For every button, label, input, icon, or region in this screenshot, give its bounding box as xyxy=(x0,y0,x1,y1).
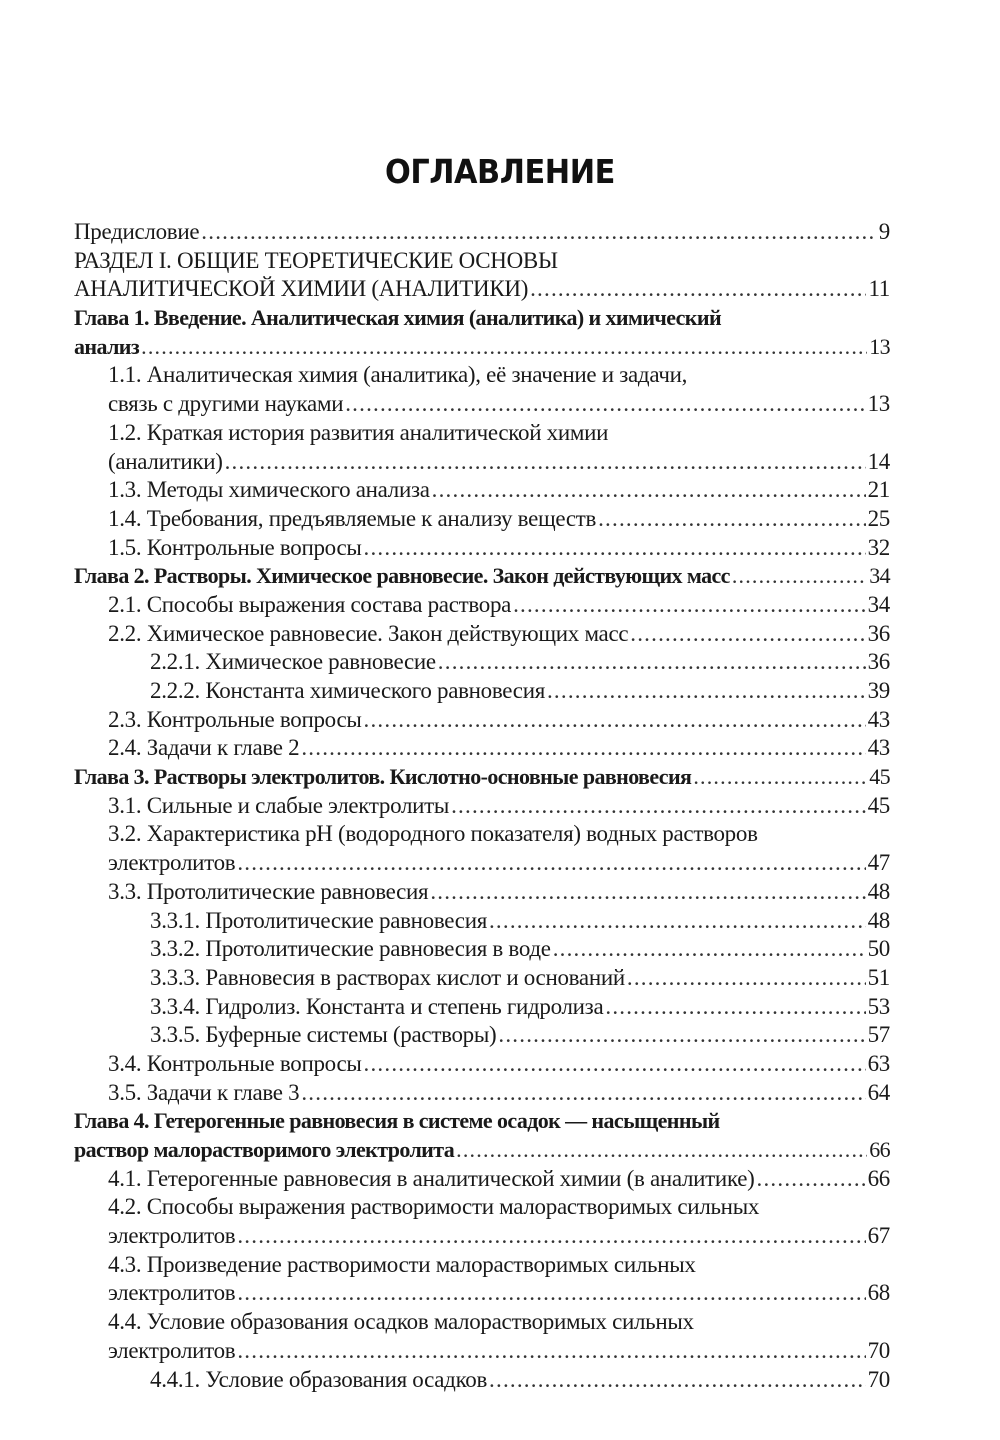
toc-entry-title: анализ xyxy=(74,333,140,359)
toc-entry[interactable] xyxy=(74,562,890,591)
toc-entry-title: 4.4. Условие образования осадков малорастворимых сильных xyxy=(108,1309,694,1335)
toc-entry[interactable] xyxy=(74,448,890,477)
toc-entry-page: 53 xyxy=(867,993,890,1019)
toc-entry-title: 4.4.1. Условие образования осадков xyxy=(150,1366,488,1392)
toc-entry-title: Глава 2. Растворы. Химическое равновесие. Закон действующих масс xyxy=(74,563,730,589)
toc-entry-title: 2.1. Способы выражения состава раствора xyxy=(108,591,512,617)
toc-entry-title: 3.5. Задачи к главе 3 xyxy=(108,1079,300,1105)
toc-entry-title: 2.3. Контрольные вопросы xyxy=(108,706,362,732)
toc-entry[interactable] xyxy=(74,505,890,534)
toc-entry-page: 25 xyxy=(867,505,890,531)
toc-entry-title: Глава 1. Введение. Аналитическая химия (аналитика) и химический xyxy=(74,305,722,331)
dot-leader xyxy=(630,620,865,649)
toc-entry-title: 3.3.3. Равновесия в растворах кислот и оснований xyxy=(150,964,625,990)
dot-leader xyxy=(627,964,866,993)
toc-entry-title: 1.1. Аналитическая химия (аналитика), её значение и задачи, xyxy=(108,362,688,388)
toc-entry-title: 1.4. Требования, предъявляемые к анализу веществ xyxy=(108,505,597,531)
toc-entry[interactable] xyxy=(74,763,890,792)
toc-entry-page: 39 xyxy=(867,678,890,703)
dot-leader xyxy=(693,763,867,792)
toc-entry-page: 43 xyxy=(867,706,890,732)
toc-entry-title: электролитов xyxy=(108,1223,236,1249)
dot-leader xyxy=(237,1279,865,1308)
toc-entry-title: 2.2.1. Химическое равновесие xyxy=(150,649,436,675)
toc-entry[interactable] xyxy=(74,820,890,849)
toc-entry-title: Глава 4. Гетерогенные равновесия в системе осадок — насыщенный xyxy=(74,1108,720,1134)
dot-leader xyxy=(430,878,865,907)
dot-leader xyxy=(364,534,866,563)
toc-entry[interactable] xyxy=(74,964,890,993)
toc-entry[interactable] xyxy=(74,1222,890,1251)
toc-entry-page: 68 xyxy=(867,1280,890,1306)
toc-entry-title: электролитов xyxy=(108,1337,236,1363)
dot-leader xyxy=(553,935,866,964)
dot-leader xyxy=(498,1021,865,1050)
toc-entry-title: электролитов xyxy=(108,850,236,876)
toc-entry[interactable] xyxy=(74,1308,890,1337)
toc-entry-title: электролитов xyxy=(108,1280,236,1306)
toc-entry[interactable] xyxy=(74,1021,890,1050)
toc-entry[interactable] xyxy=(74,275,890,304)
toc-entry-page: 13 xyxy=(867,391,890,417)
dot-leader xyxy=(432,476,866,505)
toc-entry-title: 2.2.2. Константа химического равновесия xyxy=(150,678,545,703)
toc-entry[interactable] xyxy=(74,677,890,706)
toc-entry[interactable] xyxy=(74,993,890,1022)
toc-entry[interactable] xyxy=(74,1366,890,1395)
toc-entry-page: 45 xyxy=(869,764,890,790)
toc-entry[interactable] xyxy=(74,591,890,620)
dot-leader xyxy=(451,792,866,821)
toc-entry-title: 3.3. Протолитические равновесия xyxy=(108,878,429,904)
toc-entry[interactable] xyxy=(74,1107,890,1136)
toc-entry-title: связь с другими науками xyxy=(108,391,344,417)
toc-entry[interactable] xyxy=(74,1251,890,1280)
dot-leader xyxy=(237,849,865,878)
toc-entry-title: 1.3. Методы химического анализа xyxy=(108,477,430,503)
toc-entry-title: Глава 3. Растворы электролитов. Кислотно-основные равновесия xyxy=(74,764,692,790)
toc-entry[interactable] xyxy=(74,304,890,333)
dot-leader xyxy=(605,993,865,1022)
toc-entry[interactable] xyxy=(74,1050,890,1079)
dot-leader xyxy=(237,1337,865,1366)
toc-entry[interactable] xyxy=(74,1136,890,1165)
toc-entry[interactable] xyxy=(74,476,890,505)
toc-entry-page: 13 xyxy=(869,333,890,359)
toc-entry-page: 34 xyxy=(869,563,890,589)
toc-entry-page: 57 xyxy=(867,1022,890,1048)
toc-entry-page: 66 xyxy=(867,1165,890,1191)
toc-entry-title: (аналитики) xyxy=(108,448,223,474)
toc-entry[interactable] xyxy=(74,534,890,563)
toc-entry-page: 47 xyxy=(867,850,890,876)
toc-entry-page: 36 xyxy=(867,649,890,675)
toc-entry-title: Предисловие xyxy=(74,219,200,244)
toc-entry-title: 2.4. Задачи к главе 2 xyxy=(108,735,300,761)
toc-entry-title: 3.3.5. Буферные системы (растворы) xyxy=(150,1022,497,1048)
dot-leader xyxy=(201,218,877,247)
toc-entry-title: 1.2. Краткая история развития аналитической химии xyxy=(108,419,609,445)
toc-entry-page: 43 xyxy=(867,735,890,761)
toc-entry-title: 4.1. Гетерогенные равновесия в аналитической химии (в аналитике) xyxy=(108,1165,755,1191)
dot-leader xyxy=(757,1165,866,1194)
dot-leader xyxy=(237,1222,865,1251)
toc-entry[interactable] xyxy=(74,333,890,362)
toc-entry-title: 2.2. Химическое равновесие. Закон действующих масс xyxy=(108,620,629,646)
toc-entry-page: 11 xyxy=(868,276,890,302)
toc-entry-page: 70 xyxy=(867,1337,890,1363)
toc-entry-title: 3.2. Характеристика pH (водородного показателя) водных растворов xyxy=(108,821,758,847)
toc-entry-page: 63 xyxy=(867,1050,890,1076)
dot-leader xyxy=(547,677,866,706)
dot-leader xyxy=(301,734,865,763)
toc-entry-title: 3.3.1. Протолитические равновесия xyxy=(150,907,487,933)
toc-entry[interactable] xyxy=(74,935,890,964)
toc-entry-page: 51 xyxy=(867,964,890,990)
toc-entry[interactable] xyxy=(74,1337,890,1366)
toc-entry[interactable] xyxy=(74,1193,890,1222)
dot-leader xyxy=(364,1050,866,1079)
toc-entry-title: 4.3. Произведение растворимости малорастворимых сильных xyxy=(108,1251,696,1277)
toc-entry-page: 66 xyxy=(869,1137,890,1162)
toc-entry[interactable] xyxy=(74,620,890,649)
dot-leader xyxy=(438,648,866,677)
toc-entry-page: 50 xyxy=(867,936,890,962)
toc-entry-title: 3.4. Контрольные вопросы xyxy=(108,1050,362,1076)
toc-entry[interactable] xyxy=(74,734,890,763)
page-title: ОГЛАВЛЕНИЕ xyxy=(385,152,615,191)
toc-entry-page: 21 xyxy=(867,477,890,503)
toc-entry[interactable] xyxy=(74,218,890,247)
dot-leader xyxy=(598,505,865,534)
dot-leader xyxy=(345,390,865,419)
toc-entry[interactable] xyxy=(74,1079,890,1108)
toc-entry-page: 67 xyxy=(867,1223,890,1249)
toc-entry[interactable] xyxy=(74,361,890,390)
dot-leader xyxy=(530,275,866,304)
toc-entry-page: 48 xyxy=(867,878,890,904)
table-of-contents xyxy=(74,218,890,1394)
toc-entry-page: 34 xyxy=(867,591,890,617)
toc-entry[interactable] xyxy=(74,907,890,936)
toc-entry-title: РАЗДЕЛ I. ОБЩИЕ ТЕОРЕТИЧЕСКИЕ ОСНОВЫ xyxy=(74,247,558,273)
toc-entry-page: 14 xyxy=(867,448,890,474)
toc-entry-page: 32 xyxy=(867,534,890,560)
toc-entry-title: 3.1. Сильные и слабые электролиты xyxy=(108,792,450,818)
dot-leader xyxy=(489,1366,866,1395)
dot-leader xyxy=(301,1079,865,1108)
toc-entry[interactable] xyxy=(74,419,890,448)
toc-entry-page: 45 xyxy=(867,792,890,818)
toc-entry[interactable] xyxy=(74,390,890,419)
toc-entry-page: 64 xyxy=(867,1079,890,1105)
toc-entry-title: АНАЛИТИЧЕСКОЙ ХИМИИ (АНАЛИТИКИ) xyxy=(74,276,529,302)
toc-entry-title: 1.5. Контрольные вопросы xyxy=(108,534,362,560)
dot-leader xyxy=(456,1136,867,1165)
toc-entry[interactable] xyxy=(74,792,890,821)
toc-entry[interactable] xyxy=(74,1165,890,1194)
toc-entry[interactable] xyxy=(74,648,890,677)
toc-entry[interactable] xyxy=(74,247,890,276)
toc-entry-title: 3.3.2. Протолитические равновесия в воде xyxy=(150,936,551,962)
dot-leader xyxy=(364,706,866,735)
toc-entry[interactable] xyxy=(74,878,890,907)
dot-leader xyxy=(225,448,866,477)
toc-entry-title: 3.3.4. Гидролиз. Константа и степень гидролиза xyxy=(150,993,604,1019)
toc-entry-page: 70 xyxy=(867,1366,890,1392)
toc-entry-title: раствор малорастворимого электролита xyxy=(74,1137,455,1162)
dot-leader xyxy=(732,562,867,591)
toc-entry-page: 9 xyxy=(878,219,890,244)
dot-leader xyxy=(489,907,866,936)
toc-entry[interactable] xyxy=(74,1279,890,1308)
dot-leader xyxy=(513,591,866,620)
toc-entry[interactable] xyxy=(74,849,890,878)
dot-leader xyxy=(141,333,867,362)
toc-entry-page: 36 xyxy=(867,620,890,646)
toc-entry-title: 4.2. Способы выражения растворимости малорастворимых сильных xyxy=(108,1194,760,1220)
toc-entry[interactable] xyxy=(74,706,890,735)
toc-entry-page: 48 xyxy=(867,907,890,933)
